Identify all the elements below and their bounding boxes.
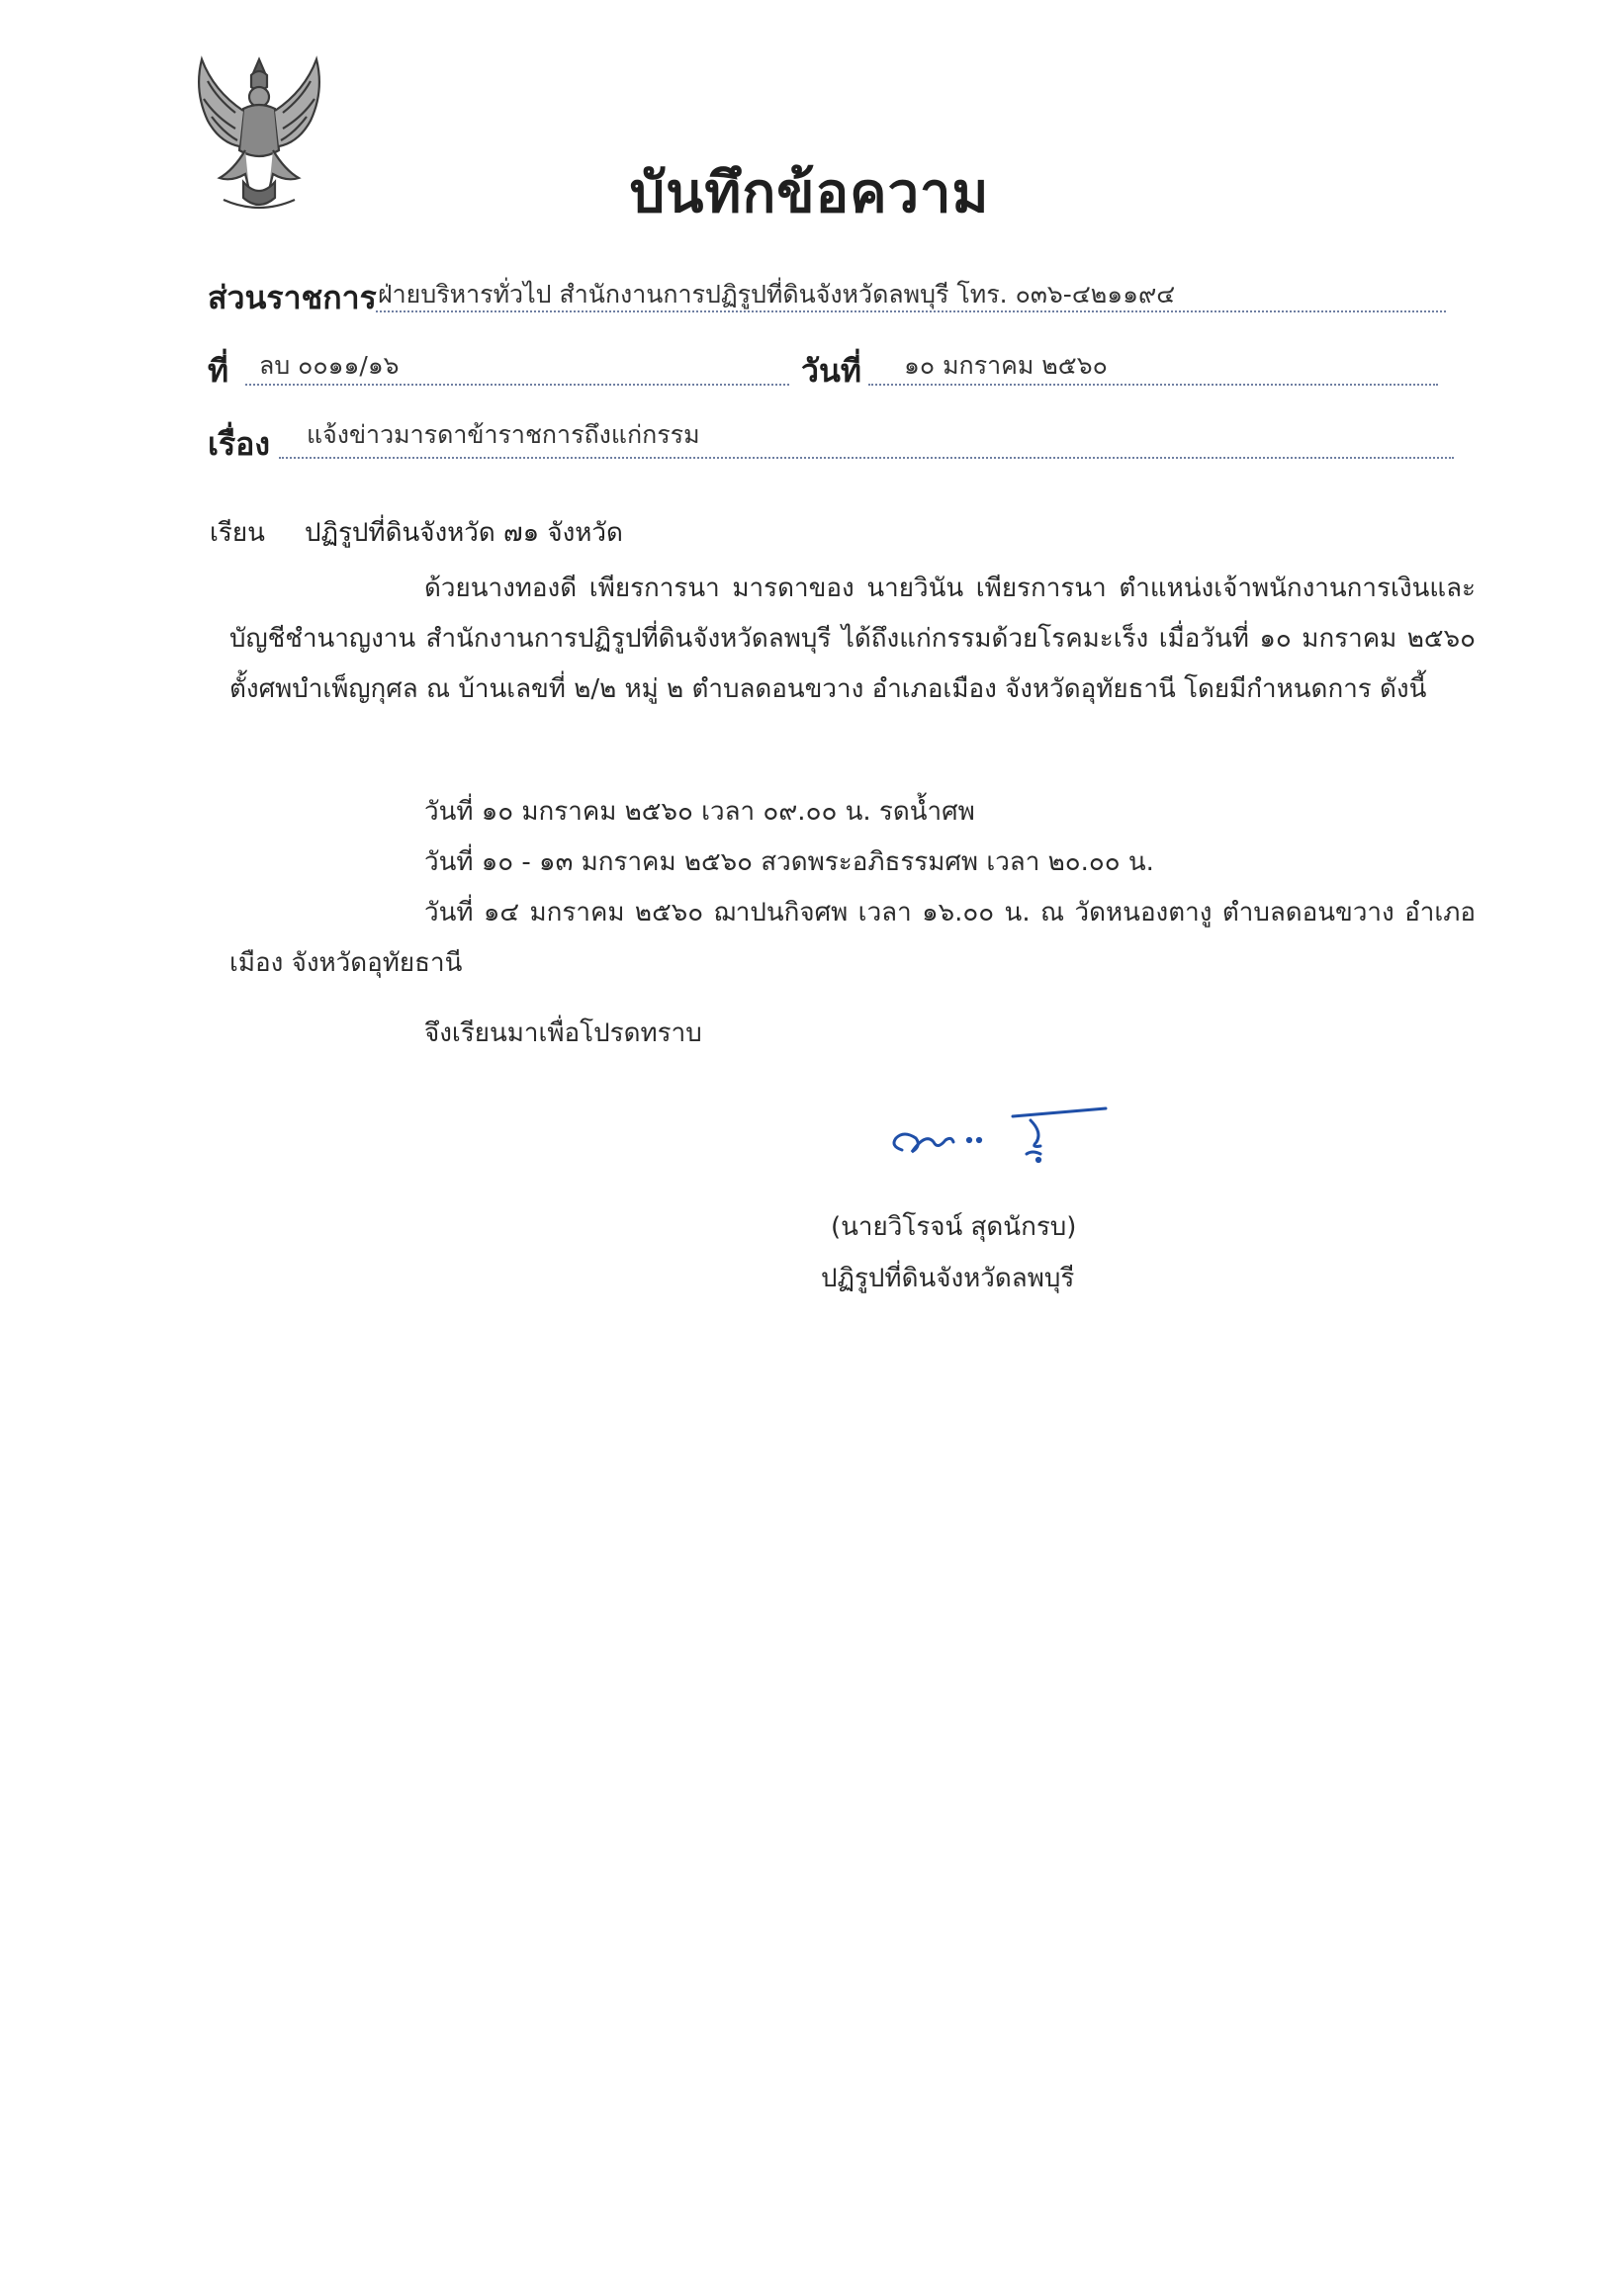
subject-value: แจ้งข่าวมารดาข้าราชการถึงแก่กรรม xyxy=(307,420,700,449)
subject-label: เรื่อง xyxy=(208,425,270,463)
memo-title: บันทึกข้อความ xyxy=(629,160,990,225)
closing-text: จึงเรียนมาเพื่อโปรดทราบ xyxy=(424,1018,702,1048)
signer-name: (นายวิโรจน์ สุดนักรบ) xyxy=(831,1212,1077,1242)
schedule-line: วันที่ ๑๐ มกราคม ๒๕๖๐ เวลา ๐๙.๐๐ น. รดน้ำศพ xyxy=(424,797,975,827)
department-label: ส่วนราชการ xyxy=(208,279,377,316)
ref-value: ลบ ๐๐๑๑/๑๖ xyxy=(259,351,400,380)
date-value: ๑๐ มกราคม ๒๕๖๐ xyxy=(904,351,1108,380)
signature-icon xyxy=(882,1103,1115,1180)
salutation-label: เรียน xyxy=(210,518,265,548)
body-paragraph: ด้วยนางทองดี เพียรการนา มารดาของ นายวินัน เพียรการนา ตำแหน่งเจ้าพนักงานการเงินและบัญชีชำนาญงาน สำนักงานการปฏิรูปที่ดินจังหวัดลพบุรี ได้ถึงแก่กรรมด้วยโรคมะเร็ง เมื่อวันที่ ๑๐ มกราคม ๒๕๖๐ ตั้งศพบำเพ็ญกุศล ณ บ้านเลขที่ ๒/๒ หมู่ ๒ ตำบลดอนขวาง อำเภอเมือง จังหวัดอุทัยธานี โดยมีกำหนดการ ดังนี้ xyxy=(229,574,1476,704)
ref-label: ที่ xyxy=(208,352,229,390)
schedule-line: วันที่ ๑๐ - ๑๓ มกราคม ๒๕๖๐ สวดพระอภิธรรมศพ เวลา ๒๐.๐๐ น. xyxy=(424,847,1154,877)
schedule-line-last: วันที่ ๑๔ มกราคม ๒๕๖๐ ฌาปนกิจศพ เวลา ๑๖.๐๐ น. ณ วัดหนองตางู ตำบลดอนขวาง อำเภอเมือง จังหวัดอุทัยธานี xyxy=(229,898,1476,978)
date-label: วันที่ xyxy=(801,352,861,390)
subject-dotted-line xyxy=(279,457,1454,459)
department-value: ฝ่ายบริหารทั่วไป สำนักงานการปฏิรูปที่ดินจังหวัดลพบุรี โทร. ๐๓๖-๔๒๑๑๙๔ xyxy=(378,280,1176,309)
signer-position: ปฏิรูปที่ดินจังหวัดลพบุรี xyxy=(821,1264,1075,1293)
salutation-value: ปฏิรูปที่ดินจังหวัด ๗๑ จังหวัด xyxy=(305,518,623,548)
